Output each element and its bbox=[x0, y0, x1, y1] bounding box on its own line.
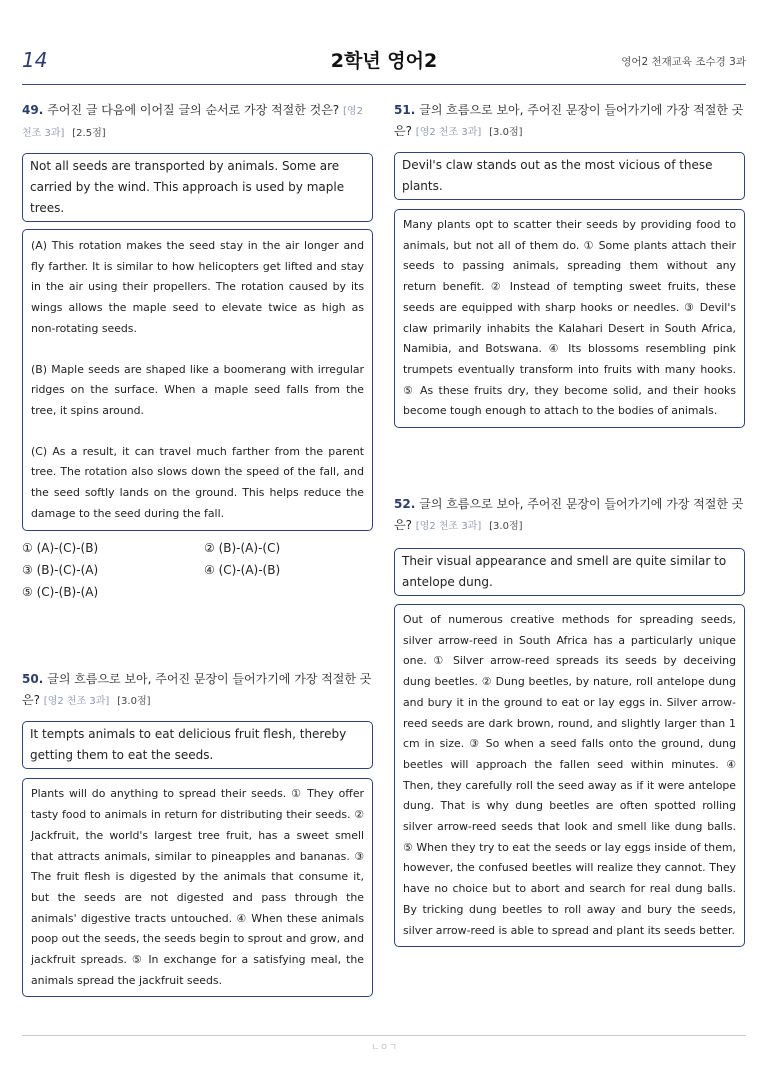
question-52-header bbox=[394, 494, 745, 537]
passage-text: Plants will do anything to spread their seeds. ① They offer tasty food to animals in return for distributing their seeds. ② Jackfruit, the world's largest tree fruit, has a sweet smell that attracts animals, similar to pineapples and bananas. ③ The fruit flesh is digested by the animals that consume it, but the seeds are not digested and pass through the animals' digestive tracts untouched. ④ When these animals poop out the seeds, the seeds begin to sprout and grow, and jackfruit spreads. ⑤ In exchange for a satisfying meal, the animals spread the jackfruit seeds. bbox=[31, 787, 364, 987]
footer-mark: ㄴㅇㄱ bbox=[370, 1043, 398, 1053]
question-49-header bbox=[22, 100, 373, 144]
question-number: 50. bbox=[22, 672, 44, 687]
passage-text: Many plants opt to scatter their seeds by providing food to animals, but not all of them do. ① Some plants attach their seeds to passing animals, spreading them without any return benefit. ② Instead of tempting sweet fruits, these seeds are equipped with sharp hooks or needles. ③ Devil's claw primarily inhabits the Kalahari Desert in South Africa, Namibia, and Botswana. ④ Its blossoms resembling pink trumpets eventually transform into fruits with many hooks. ⑤ As these fruits dry, they become solid, and their hooks become tough enough to attach to the bodies of animals. bbox=[403, 218, 736, 418]
question-text: 글의 흐름으로 보아, 주어진 문장이 들어가기에 가장 적절한 곳은? bbox=[394, 497, 744, 533]
choice-2[interactable]: ② (B)-(A)-(C) bbox=[204, 541, 281, 556]
choice-4[interactable]: ④ (C)-(A)-(B) bbox=[204, 563, 281, 578]
given-sentence-box bbox=[394, 548, 745, 596]
given-sentence-box bbox=[394, 152, 745, 200]
paragraph-b: (B) Maple seeds are shaped like a boomerang with irregular ridges on the surface. When a maple seed falls from the tree, it spins around. bbox=[31, 362, 364, 417]
question-source: [영2 천조 3과] bbox=[22, 106, 363, 139]
question-points: [3.0점] bbox=[117, 696, 151, 708]
right-column bbox=[394, 100, 745, 947]
passage-box bbox=[394, 209, 745, 428]
page-header bbox=[22, 44, 746, 85]
given-sentence-box bbox=[22, 721, 373, 769]
given-sentence: Not all seeds are transported by animals. Some are carried by the wind. This approach is used by maple trees. bbox=[30, 159, 345, 215]
question-points: [2.5점] bbox=[72, 128, 106, 139]
passage-text: Out of numerous creative methods for spreading seeds, silver arrow-reed in South Africa has a particularly unique one. ① Silver arrow-reed spreads its seeds by deceiving dung beetles. ② Dung beetles, by nature, roll antelope dung and bury it in the ground to eat or lay eggs in. Silver arrow-reed seeds are dark brown, round, and slightly larger than 1 cm in size. ③ So when a seed falls onto the ground, dung beetles will approach the fallen seed within minutes. ④ Then, they carefully roll the seed away as if it were antelope dung. That is why dung beetles are often spotted rolling silver arrow-reed seeds that look and smell like dung balls. ⑤ When they try to eat the seeds or lay eggs inside of them, however, the confused beetles will realize they cannot. They have no choice but to abort and search for real dung balls. By tricking dung beetles to roll away and bury the seeds, silver arrow-reed is able to spread and plant its seeds better. bbox=[403, 613, 736, 937]
question-number: 49. bbox=[22, 103, 44, 117]
passage-box bbox=[22, 229, 373, 531]
page-number: 14 bbox=[22, 48, 48, 72]
passage-box bbox=[22, 778, 373, 997]
choice-3[interactable]: ③ (B)-(C)-(A) bbox=[22, 563, 99, 578]
footer-divider bbox=[22, 1035, 746, 1036]
question-text: 글의 흐름으로 보아, 주어진 문장이 들어가기에 가장 적절한 곳은? bbox=[394, 103, 744, 138]
question-text: 글의 흐름으로 보아, 주어진 문장이 들어가기에 가장 적절한 곳은? bbox=[22, 672, 372, 708]
question-51-header bbox=[394, 100, 745, 143]
question-points: [3.0점] bbox=[489, 127, 523, 138]
header-course-info: 영어2 천재교육 조수경 3과 bbox=[621, 56, 746, 68]
passage-box bbox=[394, 604, 745, 947]
given-sentence: Devil's claw stands out as the most vicious of these plants. bbox=[402, 158, 713, 193]
question-number: 51. bbox=[394, 103, 416, 117]
question-source: [영2 천조 3과] bbox=[415, 521, 482, 533]
left-column bbox=[22, 100, 373, 997]
question-source: [영2 천조 3과] bbox=[415, 127, 482, 138]
paragraph-c: (C) As a result, it can travel much farther from the parent tree. The rotation also slows down the speed of the fall, and the seed softly lands on the ground. This helps reduce the damage to the seed during the fall. bbox=[31, 444, 364, 520]
choice-1[interactable]: ① (A)-(C)-(B) bbox=[22, 541, 99, 556]
answer-choices bbox=[22, 537, 373, 603]
choice-5[interactable]: ⑤ (C)-(B)-(A) bbox=[22, 585, 99, 600]
given-sentence: It tempts animals to eat delicious fruit flesh, thereby getting them to eat the seeds. bbox=[30, 727, 347, 763]
given-sentence-box bbox=[22, 153, 373, 222]
question-text: 주어진 글 다음에 이어질 글의 순서로 가장 적절한 것은? bbox=[47, 103, 340, 117]
page-title: 2학년 영어2 bbox=[330, 50, 438, 72]
given-sentence: Their visual appearance and smell are quite similar to antelope dung. bbox=[402, 554, 727, 590]
question-number: 52. bbox=[394, 497, 416, 512]
question-points: [3.0점] bbox=[489, 521, 523, 533]
paragraph-a: (A) This rotation makes the seed stay in the air longer and fly farther. It is similar to how helicopters get lifted and stay in the air using their propellers. The rotation caused by its wings allows the maple seed to elevate twice as high as non-rotating seeds. bbox=[31, 239, 364, 335]
question-source: [영2 천조 3과] bbox=[43, 696, 110, 708]
question-50-header bbox=[22, 669, 373, 712]
